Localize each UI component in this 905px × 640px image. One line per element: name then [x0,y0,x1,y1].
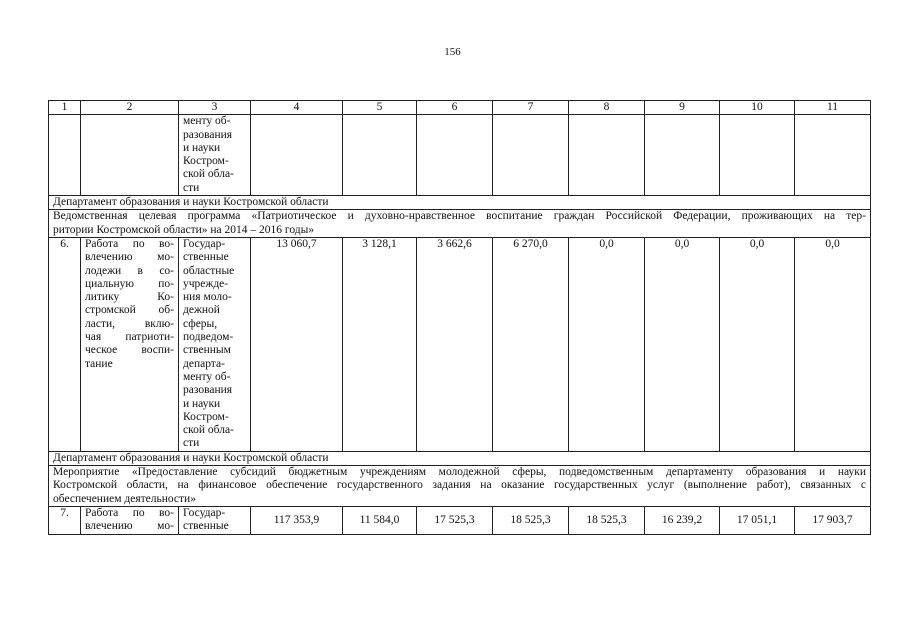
column-header: 5 [343,101,417,115]
row-number: 6. [49,237,81,451]
value-cell: 3 128,1 [343,237,417,451]
column-header: 8 [569,101,645,115]
department-title: Департамент образования и науки Костромской области [49,196,871,210]
column-header: 1 [49,101,81,115]
value-cell: 11 584,0 [343,506,417,534]
value-cell: 0,0 [795,237,871,451]
table-row [49,237,871,451]
budget-table [48,100,871,535]
page-number: 156 [444,46,461,58]
column-header: 6 [417,101,493,115]
department-title: Департамент образования и науки Костромской области [49,451,871,465]
column-header: 9 [645,101,720,115]
continuation-row [49,115,871,196]
value-cell: 117 353,9 [251,506,343,534]
value-cell: 17 051,1 [720,506,795,534]
value-cell: 17 525,3 [417,506,493,534]
column-header: 4 [251,101,343,115]
activity-name-cell: Работа по во- влечению мо- лодежи в со- циальную по- литику Ко- стромской об- ласти, вклю- чая патриоти- ческое воспи- тание [81,237,179,451]
table-row [49,506,871,534]
value-cell: 16 239,2 [645,506,720,534]
executor-cell: менту об- разования и науки Костром- ской обла- сти [179,115,251,196]
column-number-header-row [49,101,871,115]
value-cell: 18 525,3 [493,506,569,534]
program-row [49,210,871,238]
executor-cell: Государ- ственные областные учрежде- ния моло- дежной сферы, подведом- ственным департа- менту об- разования и науки Костром- ской обла- сти [179,237,251,451]
activity-name-cell: Работа по во- влечению мо- [81,506,179,534]
value-cell: 13 060,7 [251,237,343,451]
executor-cell: Государ- ственные [179,506,251,534]
value-cell: 6 270,0 [493,237,569,451]
value-cell: 0,0 [645,237,720,451]
column-header: 3 [179,101,251,115]
department-row [49,451,871,465]
event-title: Мероприятие «Предоставление субсидий бюджетным учреждениям молодежной сферы, подведомственным департаменту образования и науки Костромской области, на финансовое обеспечение государственного задания на оказание государственных услуг (выполнение работ), связанных с обеспечением деятельности» [49,466,871,507]
event-row [49,466,871,507]
value-cell: 17 903,7 [795,506,871,534]
column-header: 11 [795,101,871,115]
value-cell: 3 662,6 [417,237,493,451]
value-cell: 0,0 [569,237,645,451]
column-header: 2 [81,101,179,115]
department-row [49,196,871,210]
column-header: 10 [720,101,795,115]
value-cell: 18 525,3 [569,506,645,534]
program-title: Ведомственная целевая программа «Патриотическое и духовно-нравственное воспитание граждан Российской Федерации, проживающих на тер- ритории Костромской области» на 2014 – 2016 годы» [49,210,871,238]
value-cell: 0,0 [720,237,795,451]
column-header: 7 [493,101,569,115]
row-number: 7. [49,506,81,534]
